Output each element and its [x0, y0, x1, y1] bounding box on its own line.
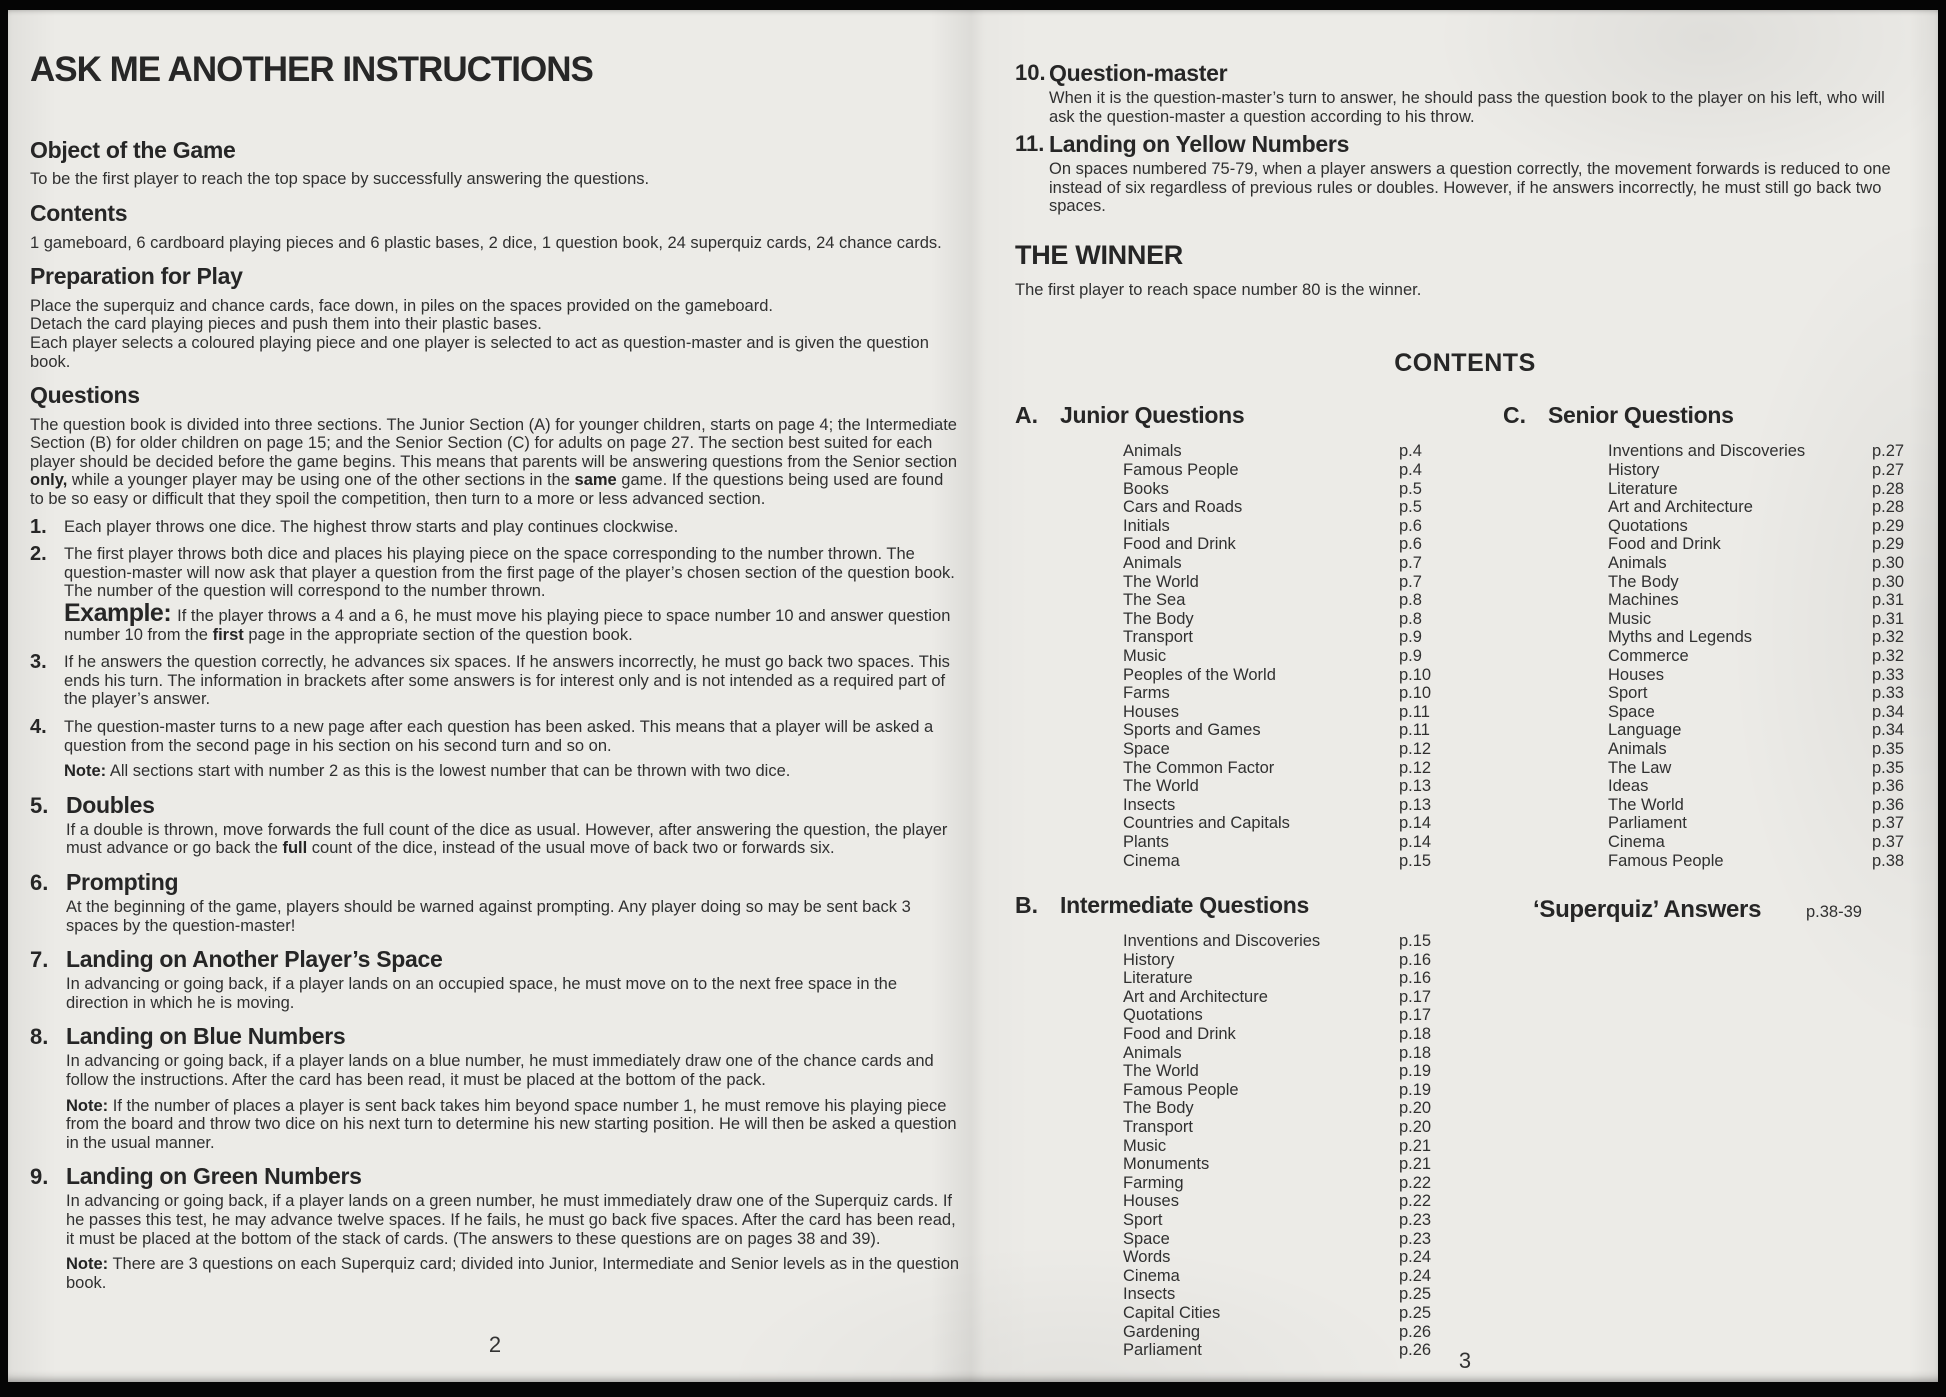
- toc-entry-label: Language: [1608, 721, 1682, 740]
- toc-row: [1123, 1304, 1453, 1323]
- winner-body: The first player to reach space number 80 is the winner.: [1015, 280, 1422, 299]
- toc-entry-label: The World: [1608, 795, 1684, 814]
- toc-row: [1123, 852, 1453, 871]
- toc-entry-label: Sports and Games: [1123, 721, 1261, 740]
- rule-text: In advancing or going back, if a player lands on a blue number, he must immediately draw one of the chance cards and follow the instructions. After the card has been read, it must be placed at the bottom of the pack.: [66, 1052, 934, 1089]
- rule-note: Note: All sections start with number 2 as this is the lowest number that can be thrown with two dice.: [64, 762, 791, 781]
- toc-entry-label: The Body: [1123, 1099, 1194, 1118]
- toc-entry-label: Music: [1123, 646, 1167, 665]
- rule-number: 9.: [30, 1164, 49, 1190]
- toc-row: [1608, 573, 1926, 592]
- toc-entry-label: Sport: [1123, 1211, 1163, 1229]
- rule-text: In advancing or going back, if a player lands on a green number, he must immediately draw one of the Superquiz cards. If he passes this test, he may advance twelve spaces. If he fails, he must go back five spaces. After the card has been read, it must be placed at the bottom of the stack of cards. (The answers to these questions are on pages 38 and 39).: [66, 1192, 956, 1248]
- toc-entry-label: Music: [1123, 1136, 1167, 1155]
- toc-entry-label: Space: [1608, 702, 1655, 721]
- toc-entry-label: Cars and Roads: [1123, 498, 1243, 517]
- rule-title: Landing on Blue Numbers: [66, 1023, 346, 1050]
- toc-row: [1123, 591, 1453, 610]
- toc-entry-page: p.33: [1872, 665, 1905, 684]
- page-number-left: 2: [488, 1332, 502, 1357]
- rule-title: Prompting: [66, 868, 179, 895]
- toc-entry-label: Cinema: [1608, 832, 1665, 851]
- toc-entry-label: Animals: [1608, 739, 1667, 758]
- toc-row: [1608, 554, 1926, 573]
- toc-row: [1123, 1285, 1453, 1304]
- toc-entry-label: Animals: [1123, 554, 1182, 572]
- toc-row: [1123, 1267, 1453, 1286]
- toc-row: [1608, 498, 1926, 517]
- toc-entry-label: Music: [1608, 609, 1652, 628]
- rule-heading: [30, 946, 960, 973]
- toc-row: [1123, 721, 1453, 740]
- toc-row: [1123, 1099, 1453, 1118]
- toc-entry-label: Transport: [1123, 628, 1193, 647]
- toc-entry-label: Sport: [1608, 684, 1648, 703]
- toc-entry-page: p.20: [1399, 1099, 1432, 1118]
- toc-entry-label: Initials: [1123, 516, 1170, 535]
- toc-entry-page: p.34: [1872, 721, 1905, 740]
- toc-row: [1608, 666, 1926, 685]
- rule-text: In advancing or going back, if a player lands on an occupied space, he must move on to the next free space in the direction in which he is moving.: [66, 975, 898, 1012]
- toc-row: [1123, 1323, 1453, 1342]
- toc-entry-page: p.12: [1399, 739, 1432, 758]
- rule-note: Note: There are 3 questions on each Superquiz card; divided into Junior, Intermediate and Senior levels as in the question book.: [66, 1255, 960, 1292]
- toc-entry-page: p.5: [1399, 479, 1422, 498]
- toc-entry-page: p.25: [1399, 1285, 1432, 1304]
- preparation-line: Place the superquiz and chance cards, face down, in piles on the spaces provided on the gameboard.: [30, 296, 773, 315]
- toc-heading-prefix: C.: [1503, 402, 1526, 429]
- toc-entry-label: Art and Architecture: [1123, 987, 1268, 1006]
- toc-entry-label: History: [1123, 950, 1175, 969]
- toc-entry-page: p.15: [1399, 851, 1432, 870]
- toc-entry-page: p.5: [1399, 498, 1422, 517]
- toc-row: [1123, 1118, 1453, 1137]
- toc-entry-page: p.19: [1399, 1062, 1432, 1081]
- rule-number: 5.: [30, 792, 49, 818]
- toc-row: [1123, 573, 1453, 592]
- toc-entry-page: p.19: [1399, 1080, 1432, 1099]
- toc-entry-label: Machines: [1608, 591, 1679, 610]
- toc-heading-junior: [1015, 402, 1453, 429]
- toc-row: [1608, 647, 1926, 666]
- toc-entry-label: Capital Cities: [1123, 1303, 1221, 1322]
- toc-row: [1123, 740, 1453, 759]
- toc-entry-label: Houses: [1123, 1192, 1179, 1211]
- toc-row: [1123, 814, 1453, 833]
- toc-row: [1123, 684, 1453, 703]
- superquiz-answers-row: [1533, 896, 1878, 924]
- toc-row: [1123, 988, 1453, 1007]
- toc-entry-label: Commerce: [1608, 646, 1689, 665]
- rule-title: Question-master: [1049, 60, 1228, 86]
- toc-entry-label: The World: [1123, 572, 1199, 591]
- toc-entry-page: p.17: [1399, 987, 1432, 1006]
- toc-row: [1123, 1062, 1453, 1081]
- toc-entry-page: p.21: [1399, 1155, 1432, 1174]
- toc-entry-page: p.23: [1399, 1229, 1432, 1248]
- toc-entry-label: Peoples of the World: [1123, 665, 1276, 684]
- toc-entry-page: p.13: [1399, 795, 1432, 814]
- rule-text: [64, 718, 960, 781]
- contents-column-right: [1453, 402, 1926, 1359]
- rule-item-2: [30, 545, 960, 644]
- toc-row: [1123, 1006, 1453, 1025]
- toc-heading-label: Junior Questions: [1060, 402, 1245, 429]
- toc-entry-label: The World: [1123, 1062, 1199, 1081]
- toc-entry-label: Famous People: [1123, 461, 1239, 480]
- toc-row: [1123, 498, 1453, 517]
- toc-entry-page: p.34: [1872, 702, 1905, 721]
- rule-number: 10.: [1015, 60, 1046, 85]
- toc-entry-page: p.26: [1399, 1341, 1432, 1360]
- page-number-right: 3: [1458, 1348, 1472, 1373]
- toc-list-senior: [1608, 442, 1926, 870]
- booklet-paper: [8, 10, 1938, 1382]
- toc-entry-page: p.27: [1872, 461, 1905, 480]
- toc-entry-label: The World: [1123, 777, 1199, 796]
- toc-entry-page: p.33: [1872, 684, 1905, 703]
- toc-entry-label: Quotations: [1123, 1006, 1203, 1025]
- toc-row: [1123, 535, 1453, 554]
- rule-text: [64, 545, 960, 644]
- preparation-line: Each player selects a coloured playing piece and one player is selected to act as question-master and is given the question book.: [30, 333, 929, 371]
- toc-row: [1123, 647, 1453, 666]
- page-right: [1015, 10, 1915, 1373]
- toc-row: [1608, 610, 1926, 629]
- toc-entry-page: p.38: [1872, 851, 1905, 870]
- toc-entry-label: Houses: [1608, 665, 1664, 684]
- rule-text: When it is the question-master’s turn to answer, he should pass the question book to the player on his left, who will ask the question-master a question according to his throw.: [1049, 89, 1885, 127]
- toc-heading-senior: [1503, 402, 1926, 429]
- toc-row: [1123, 777, 1453, 796]
- rule-example: [64, 599, 960, 644]
- toc-entry-page: p.35: [1872, 739, 1905, 758]
- rule-item-3: [30, 653, 960, 709]
- toc-entry-label: Food and Drink: [1123, 535, 1236, 554]
- toc-row: [1608, 721, 1926, 740]
- toc-row: [1608, 796, 1926, 815]
- contents-column-left: [1015, 402, 1453, 1359]
- section-body-object: To be the first player to reach the top space by successfully answering the questions.: [30, 170, 650, 189]
- toc-entry-label: Countries and Capitals: [1123, 814, 1290, 833]
- rule-paragraph: The question-master turns to a new page after each question has been asked. This means that a player will be asked a question from the second page in his section on his second turn and so on.: [64, 718, 934, 755]
- rule-heading: [30, 1163, 960, 1190]
- toc-entry-page: p.29: [1872, 535, 1905, 554]
- toc-row: [1608, 852, 1926, 871]
- rule-number: 3.: [30, 651, 47, 674]
- rule-item-5-doubles: [30, 792, 960, 858]
- rule-title: Landing on Yellow Numbers: [1049, 130, 1350, 157]
- toc-entry-page: p.7: [1399, 572, 1422, 591]
- toc-entry-label: Art and Architecture: [1608, 498, 1753, 517]
- rule-heading: [30, 792, 960, 819]
- rule-title: Landing on Another Player’s Space: [66, 946, 443, 973]
- toc-entry-page: p.32: [1872, 628, 1905, 647]
- toc-row: [1608, 591, 1926, 610]
- rule-item-7-landing-another-players-space: [30, 946, 960, 1012]
- toc-entry-label: Inventions and Discoveries: [1608, 442, 1806, 461]
- toc-entry-page: p.32: [1872, 646, 1905, 665]
- contents-columns: [1015, 402, 1915, 1359]
- toc-entry-page: p.9: [1399, 628, 1422, 647]
- toc-entry-page: p.21: [1399, 1136, 1432, 1155]
- page-title: ASK ME ANOTHER INSTRUCTIONS: [30, 50, 593, 89]
- toc-entry-page: p.24: [1399, 1266, 1432, 1285]
- toc-entry-page: p.30: [1872, 554, 1905, 572]
- rule-text: If a double is thrown, move forwards the full count of the dice as usual. However, after answering the question, the player must advance or go back the full count of the dice, instead of the usual move of back two or forwards six.: [66, 820, 948, 858]
- toc-row: [1123, 932, 1453, 951]
- example-text: If the player throws a 4 and a 6, he must move his playing piece to space number 10 and answer question number 10 from the first page in the appropriate section of the question book.: [64, 607, 951, 644]
- toc-entry-label: Inventions and Discoveries: [1123, 932, 1321, 951]
- toc-row: [1123, 833, 1453, 852]
- rule-text: On spaces numbered 75-79, when a player answers a question correctly, the movement forwards is reduced to one instead of six regardless of previous rules or doubles. However, if he answers incorrectly, he must still go back two spaces.: [1049, 160, 1891, 216]
- toc-entry-page: p.15: [1399, 932, 1432, 951]
- toc-entry-label: Food and Drink: [1608, 535, 1721, 554]
- rule-heading: [30, 1023, 960, 1050]
- toc-heading-label: Senior Questions: [1548, 402, 1734, 429]
- toc-entry-page: p.28: [1872, 498, 1905, 517]
- toc-row: [1123, 480, 1453, 499]
- rule-text: Each player throws one dice. The highest throw starts and play continues clockwise.: [64, 517, 679, 536]
- toc-entry-label: Gardening: [1123, 1322, 1201, 1341]
- toc-row: [1123, 1155, 1453, 1174]
- toc-entry-label: Food and Drink: [1123, 1025, 1236, 1044]
- toc-row: [1123, 1192, 1453, 1211]
- toc-entry-page: p.14: [1399, 814, 1432, 833]
- toc-entry-label: Transport: [1123, 1118, 1193, 1137]
- toc-row: [1608, 517, 1926, 536]
- section-body-preparation: [30, 297, 960, 371]
- toc-entry-page: p.7: [1399, 554, 1422, 572]
- toc-row: [1123, 610, 1453, 629]
- toc-entry-page: p.10: [1399, 684, 1432, 703]
- toc-row: [1123, 1137, 1453, 1156]
- toc-row: [1608, 703, 1926, 722]
- toc-row: [1123, 1211, 1453, 1230]
- toc-row: [1123, 703, 1453, 722]
- toc-row: [1123, 969, 1453, 988]
- toc-heading-prefix: B.: [1015, 892, 1038, 919]
- toc-entry-label: Animals: [1123, 1043, 1182, 1062]
- toc-entry-page: p.24: [1399, 1248, 1432, 1267]
- toc-row: [1123, 951, 1453, 970]
- rule-title: Doubles: [66, 791, 155, 818]
- toc-entry-label: Farms: [1123, 684, 1170, 703]
- toc-entry-page: p.4: [1399, 442, 1422, 461]
- section-heading-preparation: Preparation for Play: [30, 263, 243, 290]
- section-body-questions: The question book is divided into three sections. The Junior Section (A) for younger children, starts on page 4; the Intermediate Section (B) for older children on page 15; and the Senior Section (C) for adults on page 27. The section best suited for each player should be decided before the game begins. This means that parents will be answering questions from the Senior section only, while a younger player may be using one of the other sections in the same game. If the questions being used are found to be so easy or difficult that they spoil the competition, then turn to a more or less advanced section.: [30, 415, 957, 509]
- rule-item-9-landing-green-numbers: [30, 1163, 960, 1292]
- toc-entry-label: Space: [1123, 1229, 1170, 1248]
- toc-entry-page: p.18: [1399, 1043, 1432, 1062]
- toc-entry-label: Insects: [1123, 1285, 1176, 1304]
- toc-row: [1123, 1230, 1453, 1249]
- toc-entry-page: p.14: [1399, 832, 1432, 851]
- toc-row: [1608, 480, 1926, 499]
- rule-number: 7.: [30, 947, 49, 973]
- toc-entry-label: Ideas: [1608, 777, 1649, 796]
- toc-row: [1608, 833, 1926, 852]
- toc-row: [1608, 442, 1926, 461]
- toc-entry-label: Parliament: [1608, 814, 1687, 833]
- toc-row: [1608, 684, 1926, 703]
- rule-number: 2.: [30, 543, 47, 566]
- rule-text: If he answers the question correctly, he advances six spaces. If he answers incorrectly, he must go back two spaces. This ends his turn. The information in brackets after some answers is for interest only and is not intended as a required part of the player’s answer.: [64, 653, 950, 709]
- toc-entry-label: The Body: [1608, 572, 1679, 591]
- toc-entry-page: p.26: [1399, 1322, 1432, 1341]
- toc-entry-page: p.13: [1399, 777, 1432, 796]
- toc-row: [1123, 1081, 1453, 1100]
- rule-text: At the beginning of the game, players should be warned against prompting. Any player doing so may be sent back 3 spaces by the question-master!: [66, 897, 911, 935]
- toc-entry-label: Animals: [1123, 442, 1182, 461]
- toc-entry-page: p.17: [1399, 1006, 1432, 1025]
- toc-entry-page: p.27: [1872, 442, 1905, 461]
- toc-entry-label: Words: [1123, 1248, 1171, 1267]
- section-heading-contents: Contents: [30, 199, 128, 226]
- toc-row: [1608, 740, 1926, 759]
- section-heading-object: Object of the Game: [30, 136, 236, 163]
- toc-entry-page: p.36: [1872, 795, 1905, 814]
- toc-entry-page: p.16: [1399, 969, 1432, 988]
- toc-entry-label: The Body: [1123, 609, 1194, 628]
- toc-entry-label: History: [1608, 461, 1660, 480]
- toc-entry-page: p.28: [1872, 479, 1905, 498]
- toc-entry-page: p.8: [1399, 609, 1422, 628]
- rule-number: 4.: [30, 716, 47, 738]
- rule-item-6-prompting: [30, 869, 960, 935]
- toc-list-junior: [1123, 442, 1453, 870]
- rule-item-10-question-master: [1015, 60, 1915, 127]
- rule-number: 11.: [1015, 130, 1045, 156]
- toc-entry-label: Plants: [1123, 832, 1169, 851]
- toc-row: [1123, 666, 1453, 685]
- rule-item-8-landing-blue-numbers: [30, 1023, 960, 1152]
- toc-entry-label: Animals: [1608, 554, 1667, 572]
- toc-entry-label: Houses: [1123, 702, 1179, 721]
- superquiz-answers-page: p.38-39: [1806, 903, 1862, 922]
- toc-heading-label: Intermediate Questions: [1060, 892, 1310, 919]
- toc-entry-page: p.31: [1872, 591, 1905, 610]
- toc-row: [1123, 1025, 1453, 1044]
- toc-row: [1123, 517, 1453, 536]
- toc-entry-page: p.6: [1399, 535, 1422, 554]
- toc-row: [1608, 814, 1926, 833]
- rule-content: [1049, 60, 1915, 127]
- toc-entry-page: p.9: [1399, 646, 1422, 665]
- toc-entry-label: Myths and Legends: [1608, 628, 1753, 647]
- toc-entry-page: p.12: [1399, 758, 1432, 777]
- toc-row: [1123, 1174, 1453, 1193]
- rule-note: Note: If the number of places a player is sent back takes him beyond space number 1, he must remove his playing piece from the board and throw two dice on his next turn to determine his new starting position. He will then be asked a question in the usual manner.: [66, 1096, 957, 1152]
- toc-row: [1123, 1248, 1453, 1267]
- toc-entry-label: Farming: [1123, 1173, 1184, 1192]
- page-left: [30, 10, 960, 1357]
- toc-entry-page: p.25: [1399, 1303, 1432, 1322]
- rule-item-1: [30, 515, 960, 538]
- toc-heading-intermediate: [1015, 892, 1453, 919]
- superquiz-answers-label: ‘Superquiz’ Answers: [1533, 896, 1762, 924]
- toc-entry-page: p.35: [1872, 758, 1905, 777]
- toc-row: [1123, 759, 1453, 778]
- toc-entry-label: Books: [1123, 479, 1169, 498]
- toc-entry-label: The Common Factor: [1123, 758, 1275, 777]
- toc-entry-page: p.36: [1872, 777, 1905, 796]
- toc-row: [1123, 442, 1453, 461]
- toc-row: [1608, 535, 1926, 554]
- toc-entry-page: p.37: [1872, 832, 1905, 851]
- example-label: Example:: [64, 599, 172, 628]
- toc-entry-page: p.37: [1872, 814, 1905, 833]
- toc-entry-page: p.22: [1399, 1173, 1432, 1192]
- toc-row: [1608, 777, 1926, 796]
- toc-entry-label: Famous People: [1123, 1080, 1239, 1099]
- toc-row: [1123, 628, 1453, 647]
- toc-entry-page: p.31: [1872, 609, 1905, 628]
- rule-number: 6.: [30, 869, 49, 895]
- toc-entry-page: p.22: [1399, 1192, 1432, 1211]
- toc-entry-page: p.16: [1399, 950, 1432, 969]
- rule-content: [1049, 131, 1915, 216]
- toc-row: [1608, 461, 1926, 480]
- toc-entry-page: p.6: [1399, 516, 1422, 535]
- toc-entry-label: Cinema: [1123, 1266, 1180, 1285]
- toc-row: [1123, 796, 1453, 815]
- toc-entry-page: p.11: [1399, 702, 1430, 721]
- toc-heading-prefix: A.: [1015, 402, 1038, 429]
- toc-entry-label: Insects: [1123, 795, 1176, 814]
- toc-entry-page: p.23: [1399, 1211, 1432, 1229]
- toc-entry-label: Famous People: [1608, 851, 1724, 870]
- section-heading-questions: Questions: [30, 382, 140, 409]
- toc-row: [1608, 759, 1926, 778]
- preparation-line: Detach the card playing pieces and push them into their plastic bases.: [30, 315, 542, 334]
- toc-entry-label: Monuments: [1123, 1155, 1210, 1174]
- winner-heading: THE WINNER: [1015, 239, 1183, 270]
- toc-entry-page: p.29: [1872, 516, 1905, 535]
- toc-entry-page: p.4: [1399, 461, 1422, 480]
- section-body-contents: 1 gameboard, 6 cardboard playing pieces and 6 plastic bases, 2 dice, 1 question book, 24 superquiz cards, 24 chance cards.: [30, 233, 942, 252]
- rule-item-11-landing-yellow-numbers: [1015, 131, 1915, 216]
- toc-row: [1123, 1044, 1453, 1063]
- rule-paragraph: The first player throws both dice and places his playing piece on the space corresponding to the number thrown. The question-master will now ask that player a question from the first page of the player’s chosen section of the question book. The number of the question will correspond to the number thrown.: [64, 545, 955, 601]
- toc-row: [1123, 461, 1453, 480]
- rule-item-4: [30, 718, 960, 781]
- rule-title: Landing on Green Numbers: [66, 1163, 362, 1190]
- rule-number: 8.: [30, 1024, 49, 1050]
- toc-entry-page: p.10: [1399, 665, 1432, 684]
- rule-number: 1.: [30, 515, 47, 538]
- toc-entry-label: Cinema: [1123, 851, 1180, 870]
- toc-entry-label: The Law: [1608, 758, 1672, 777]
- contents-title: CONTENTS: [1394, 349, 1536, 378]
- toc-entry-label: Space: [1123, 739, 1170, 758]
- toc-entry-page: p.18: [1399, 1025, 1432, 1044]
- toc-row: [1608, 628, 1926, 647]
- toc-entry-label: Quotations: [1608, 516, 1688, 535]
- toc-entry-page: p.8: [1399, 591, 1422, 610]
- toc-list-intermediate: [1123, 932, 1453, 1360]
- rule-heading: [30, 869, 960, 896]
- toc-entry-label: The Sea: [1123, 591, 1186, 610]
- toc-entry-page: p.30: [1872, 572, 1905, 591]
- toc-row: [1123, 554, 1453, 573]
- toc-entry-label: Literature: [1123, 969, 1193, 988]
- toc-entry-label: Literature: [1608, 479, 1678, 498]
- toc-entry-label: Parliament: [1123, 1341, 1202, 1360]
- toc-entry-page: p.11: [1399, 721, 1430, 740]
- toc-entry-page: p.20: [1399, 1118, 1432, 1137]
